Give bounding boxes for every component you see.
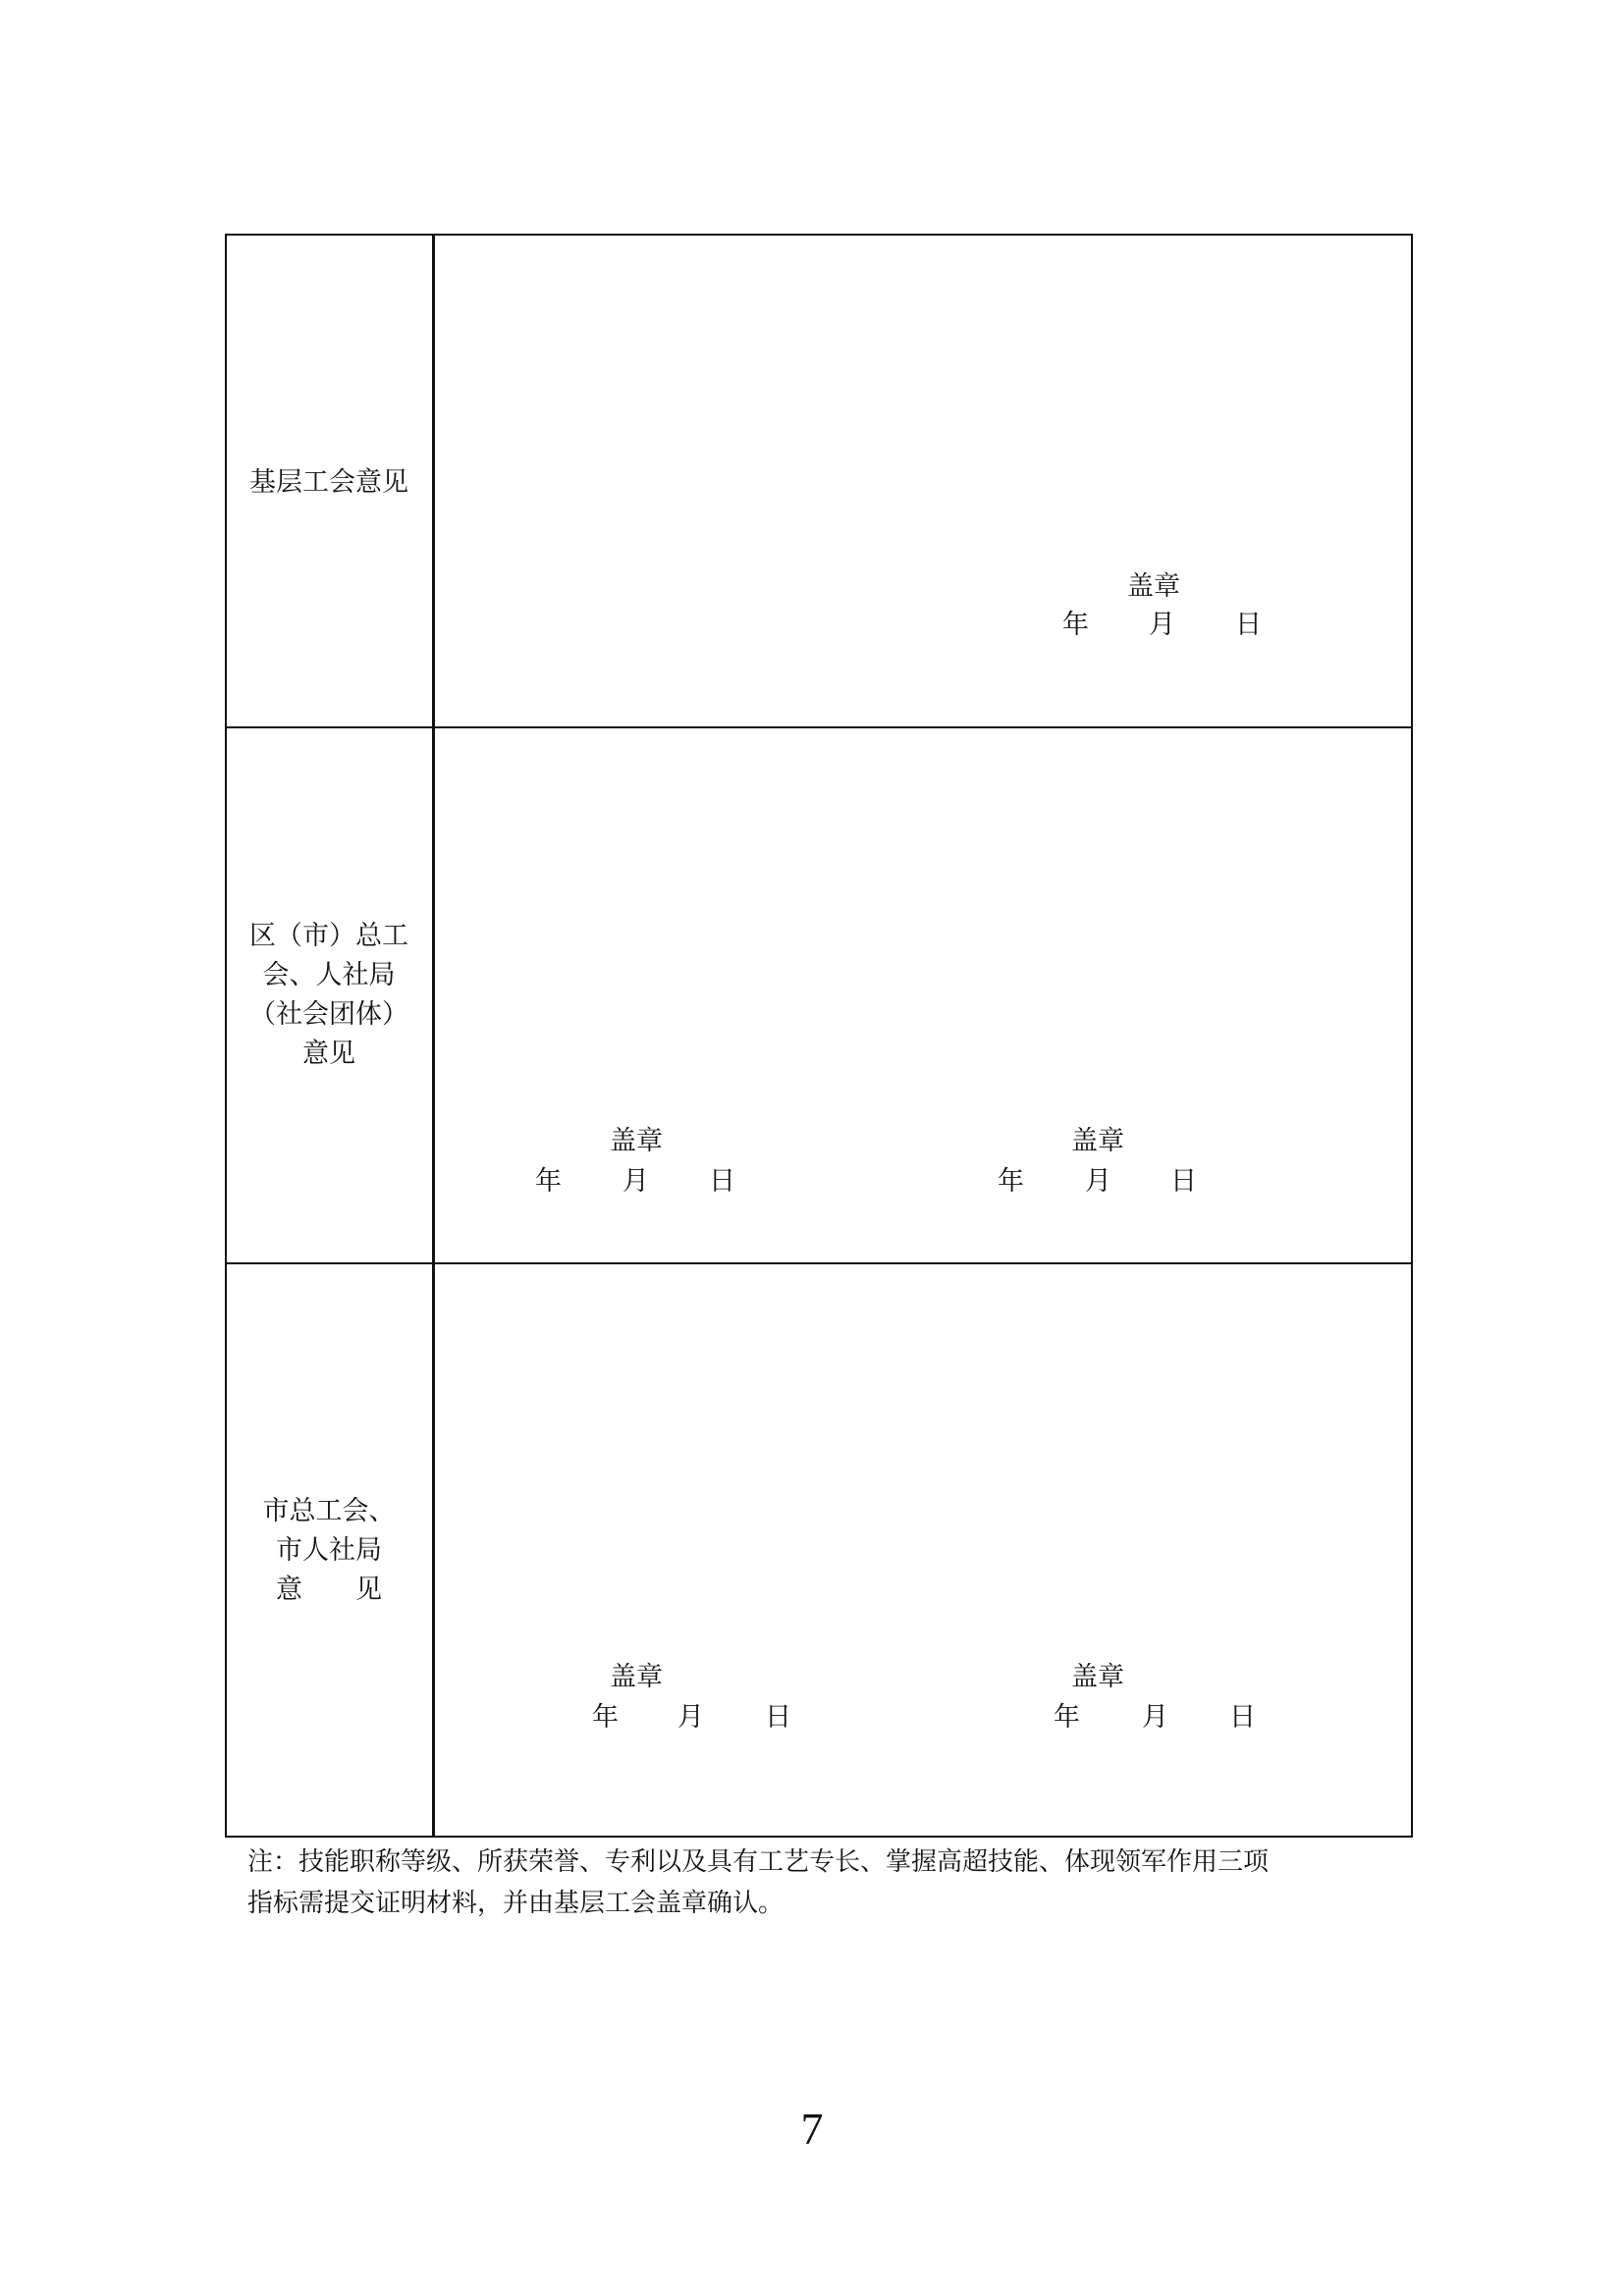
- date-day-label: 日: [1229, 1702, 1256, 1733]
- page-number: 7: [800, 2104, 824, 2154]
- row-label-line: 区（市）总工: [249, 921, 408, 951]
- footnote-line-1: 注：技能职称等级、所获荣誉、专利以及具有工艺专长、掌握高超技能、体现领军作用三项: [247, 1847, 1270, 1877]
- footnote: [247, 1842, 1416, 1924]
- date-year-label: 年: [535, 1166, 562, 1197]
- table-row-divider-1: [225, 726, 1413, 728]
- row-label-district-union: [227, 917, 431, 1074]
- row-label-line: 会、人社局: [262, 960, 396, 990]
- seal-label: 盖章: [1071, 1126, 1124, 1156]
- date-year-label: 年: [1062, 610, 1089, 640]
- row-label-line: （社会团体）: [249, 999, 408, 1030]
- table-row-divider-2: [225, 1262, 1413, 1264]
- date-month-label: 月: [677, 1702, 704, 1733]
- row-label-line: 意 见: [276, 1575, 382, 1605]
- date-year-label: 年: [998, 1166, 1024, 1197]
- footnote-line-2: 指标需提交证明材料，并由基层工会盖章确认。: [247, 1889, 785, 1918]
- date-month-label: 月: [623, 1166, 649, 1197]
- date-month-label: 月: [1142, 1702, 1168, 1733]
- seal-label: 盖章: [1127, 571, 1180, 602]
- date-month-label: 月: [1149, 610, 1175, 640]
- seal-label: 盖章: [1071, 1662, 1124, 1692]
- date-year-label: 年: [1054, 1702, 1080, 1733]
- date-day-label: 日: [765, 1702, 791, 1733]
- row-label-line: 市总工会、: [262, 1496, 396, 1526]
- table-column-divider: [432, 234, 435, 1838]
- date-day-label: 日: [709, 1166, 735, 1197]
- seal-label: 盖章: [610, 1126, 663, 1156]
- date-month-label: 月: [1085, 1166, 1111, 1197]
- row-label-line: 基层工会意见: [249, 467, 408, 498]
- seal-label: 盖章: [610, 1662, 663, 1692]
- row-label-grassroots-union: [227, 463, 431, 503]
- date-day-label: 日: [1170, 1166, 1197, 1197]
- row-label-line: 意见: [302, 1039, 355, 1069]
- row-label-city-union: [227, 1492, 431, 1610]
- row-label-line: 市人社局: [276, 1535, 382, 1566]
- date-day-label: 日: [1235, 610, 1262, 640]
- date-year-label: 年: [592, 1702, 619, 1733]
